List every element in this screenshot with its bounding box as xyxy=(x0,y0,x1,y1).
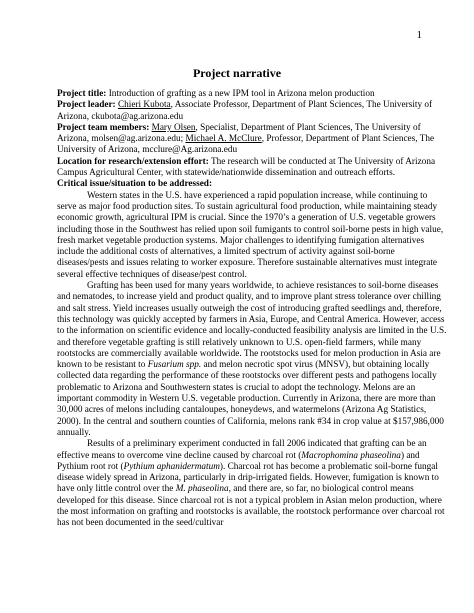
project-title-value: Introduction of grafting as a new IPM tool in Arizona melon production xyxy=(108,89,375,99)
team-members-line xyxy=(57,123,447,157)
paragraph-2-part-1: Grafting has been used for many years worldwide, to achieve resistances to soil-borne diseases and nematodes, to increase yield and product quality, and to improve plant stress tolerance over chilling and salt stress. Yield increases usually outweigh the cost of introducing grafted seedlings and, therefore, this technology was quickly accepted by farmers in Asia, Europe, and Central America. However, access to the information on scientific evidence and locally-conducted feasibility analysis are limited in the U.S. and therefore vegetable grafting is still relatively unknown to U.S. open-field farmers, while many rootstocks are commercially available worldwide. The rootstocks used for melon production in Asia are known to be resistant to xyxy=(57,281,447,371)
paragraph-3-part-4: and there are, so far, no biological control means developed for this disease. Since charcoal rot is not a typical problem in Asian melon production, where the most information on grafting and rootstocks is available, the rootstock performance over charcoal rot has not been documented in the seed/cultivar xyxy=(57,484,445,529)
project-leader-line xyxy=(57,100,447,123)
paragraph-2-part-2: and melon necrotic spot virus (MNSV), but obtaining locally collected data regarding the performance of these rootstocks over different pests and pathogens locally problematic to Arizona and Southwestern states is crucial to adopt the technology. Melons are an important commodity in Western U.S. vegetable production. Currently in Arizona, there are more than 30,000 acres of melons including cantaloupes, honeydews, and watermelons (Arizona Ag Statistics, 2000). In the central and southern counties of California, melons rank #34 in crop value at $157,986,000 annually. xyxy=(57,360,444,438)
paragraph-2 xyxy=(57,281,447,439)
team-member-1-details: , Specialist, Department of Plant Sciences, The University of Arizona, molsen@ag.arizona.edu; xyxy=(57,122,421,145)
critical-issue-heading: Critical issue/situation to be addressed: xyxy=(57,179,213,190)
location-label: Location for research/extension effort: xyxy=(57,156,209,167)
team-member-2-name: Michael A. McClure xyxy=(185,134,262,145)
document-body xyxy=(57,89,447,530)
macrophomina-term: Macrophomina phaseolina xyxy=(301,450,401,461)
pythium-term: Pythium aphanidermatum xyxy=(123,461,220,472)
page-number: 1 xyxy=(416,29,422,41)
paragraph-3 xyxy=(57,439,447,529)
team-member-2-details: , Professor, Department of Plant Sciences, The University of Arizona, mcclure@Ag.arizona.edu xyxy=(57,134,435,156)
fusarium-term: Fusarium spp. xyxy=(147,360,202,371)
project-title-label: Project title: xyxy=(57,89,107,99)
paragraph-3-part-3: ). Charcoal rot has become a problematic soil-borne fungal disease widely spread in Arizona, particularly in drip-irrigated fields. However, fumigation is known to have only little control over the xyxy=(57,461,439,495)
project-leader-details: , Associate Professor, Department of Plant Sciences, The University of Arizona, ckubota@ag.arizona.edu xyxy=(57,100,433,122)
location-value: The research will be conducted at The University of Arizona Campus Agricultural Center, with statewide/nationwide dissemination and outreach efforts. xyxy=(57,156,436,179)
paragraph-1: Western states in the U.S. have experienced a rapid population increase, while continuing to serve as major food production sites. To sustain agricultural food production, while maintaining steady economic growth, agricultural IPM is crucial. Since the 1970’s a generation of U.S. vegetable growers including those in the Southwest has relied upon soil fumigants to control soil-borne pests in high value, fresh market vegetable production systems. Major challenges to identifying fumigation alternatives include the additional costs of alternatives, a limited spectrum of activity against soil-borne diseases/pests and issues relating to worker exposure. Therefore sustainable alternatives must integrate several effective techniques of disease/pest control. xyxy=(57,190,444,280)
project-leader-name: Chieri Kubota xyxy=(117,100,171,111)
document-title: Project narrative xyxy=(192,66,282,80)
team-member-1-name: Mary Olsen xyxy=(151,122,196,133)
location-line xyxy=(57,157,447,180)
team-members-label: Project team members: xyxy=(57,122,150,133)
paragraph-3-part-1: Results of a preliminary experiment conducted in fall 2006 indicated that grafting can be an effective means to overcome vine decline caused by charcoal rot ( xyxy=(57,439,427,461)
m-phaseolina-term: M. phaseolina, xyxy=(175,484,231,495)
project-title-line xyxy=(57,89,447,100)
project-leader-label: Project leader: xyxy=(57,100,116,111)
paragraph-3-part-2: ) and Pythium root rot ( xyxy=(57,450,420,472)
